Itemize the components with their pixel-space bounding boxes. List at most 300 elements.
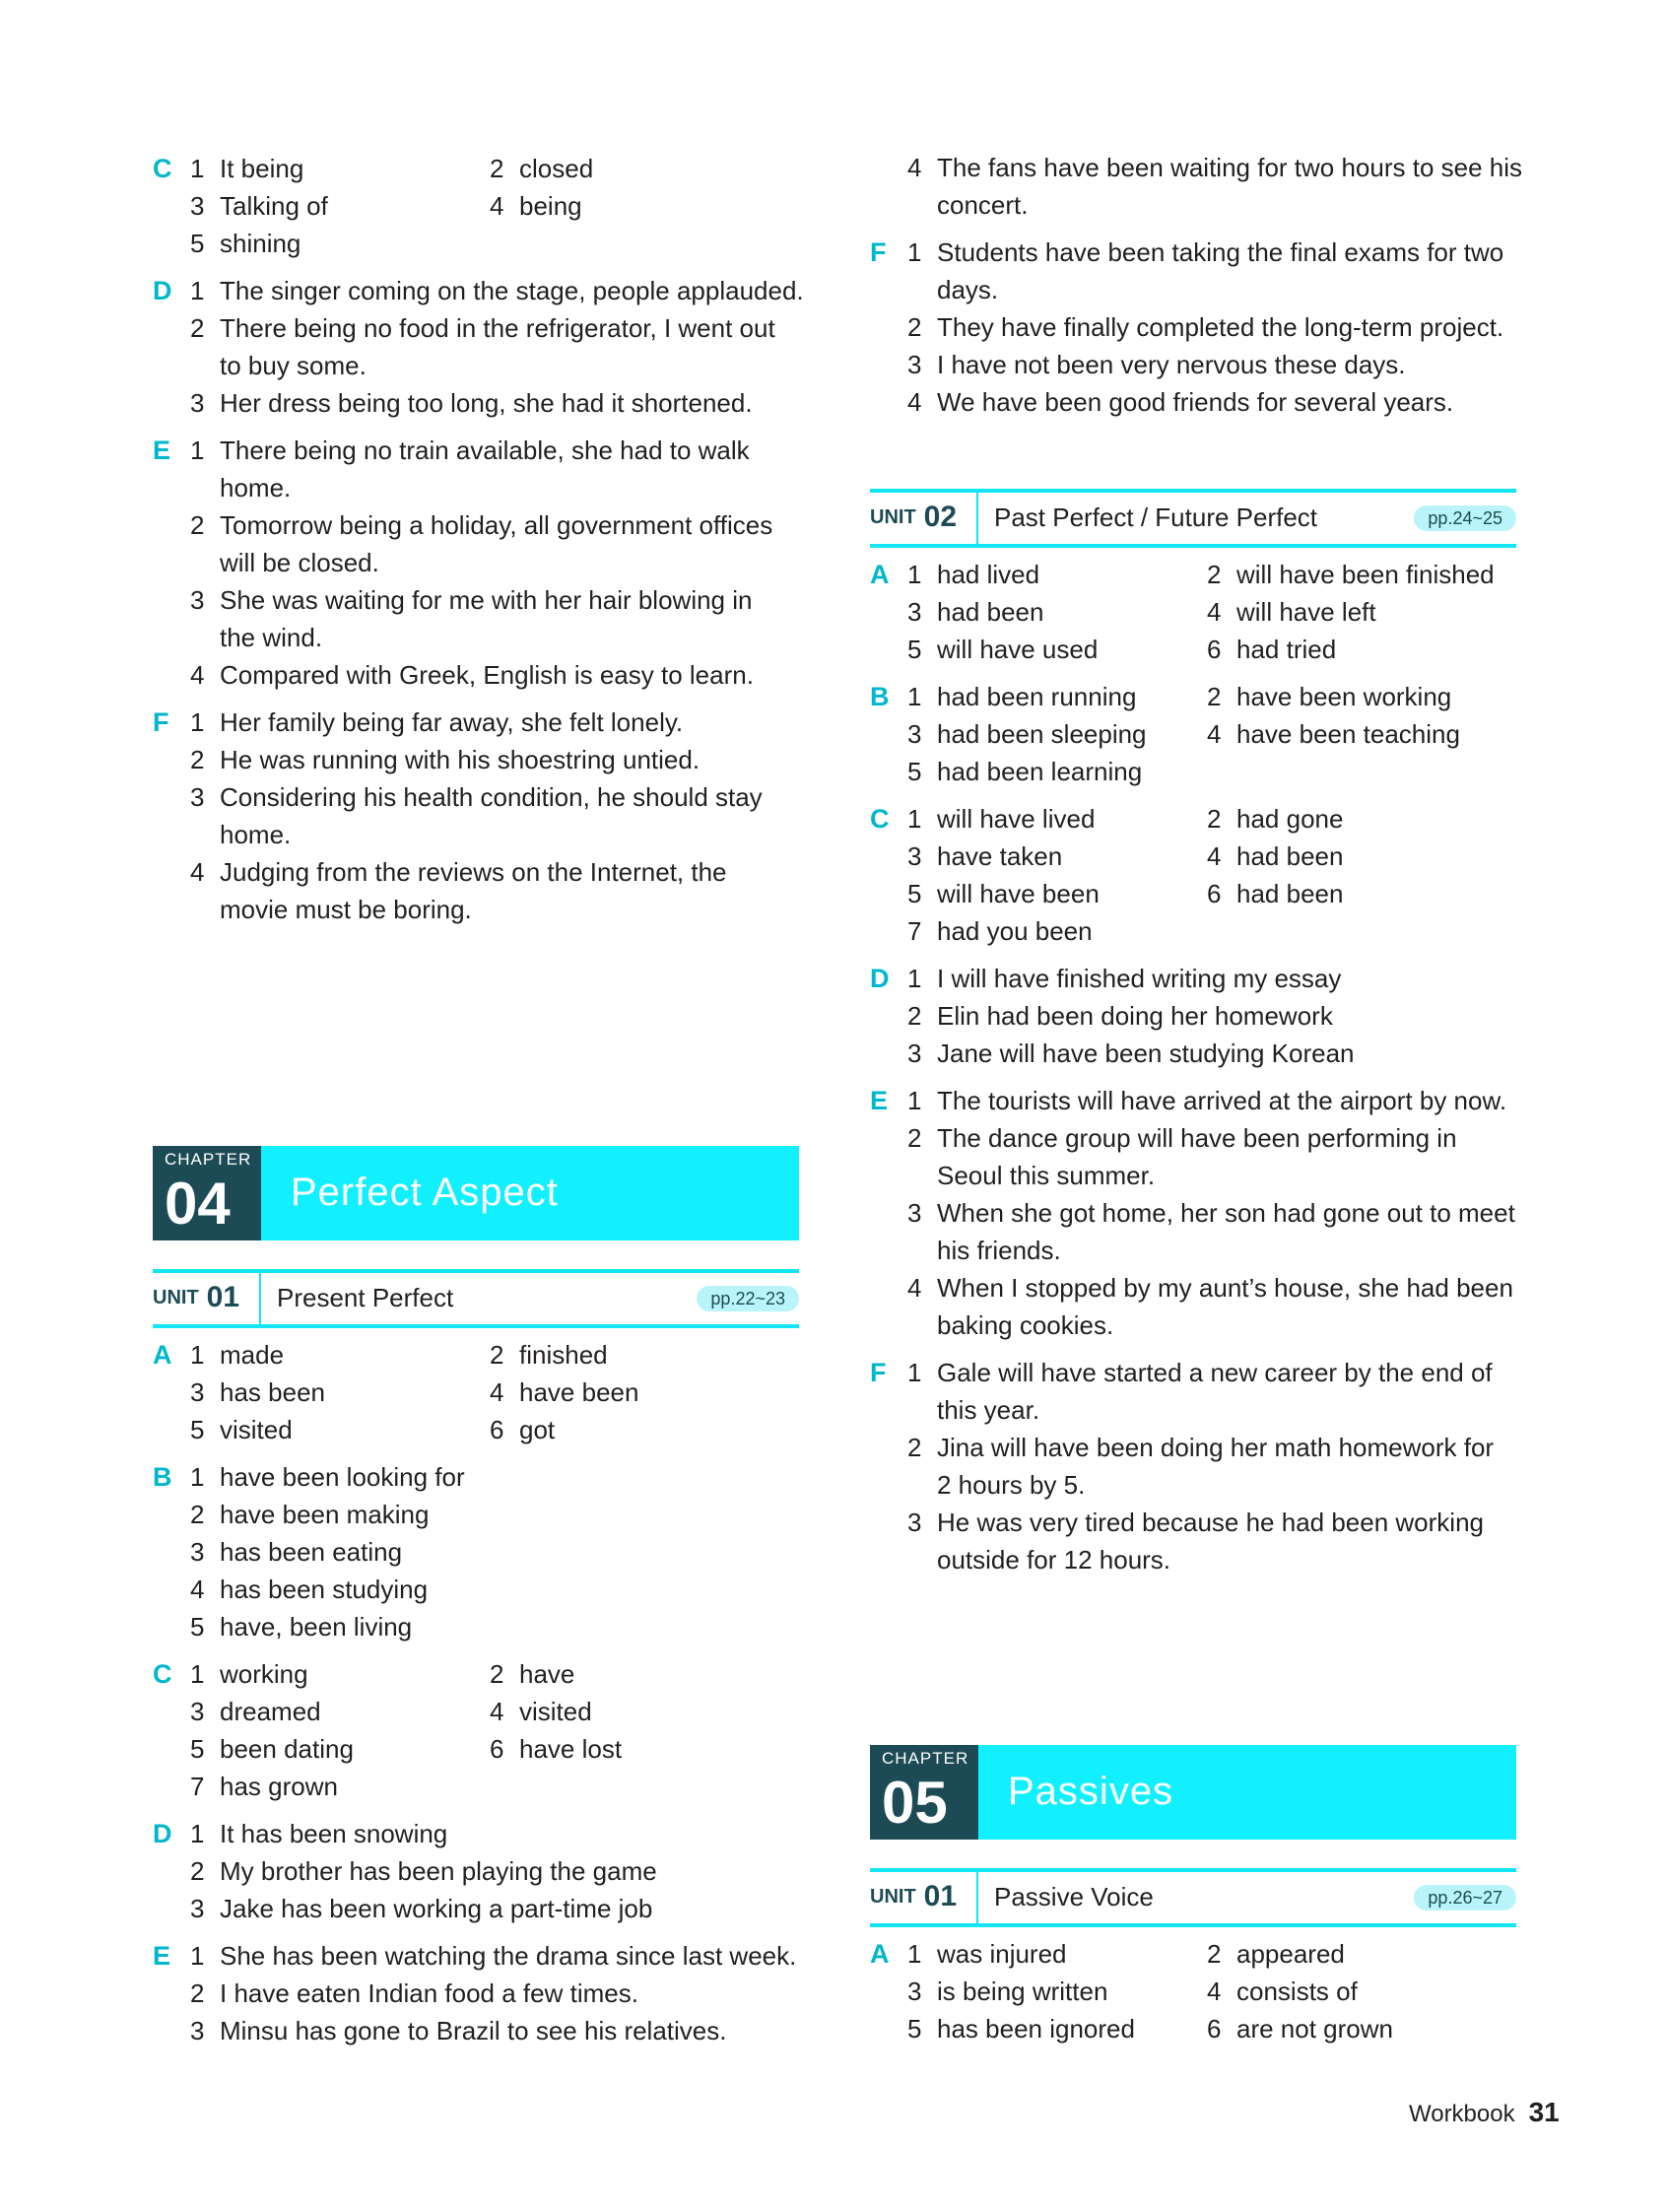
answer-line xyxy=(190,816,291,853)
unit-number: 02 xyxy=(923,501,958,533)
answer-item xyxy=(907,1433,1494,1462)
answer-line xyxy=(190,187,582,225)
item-number: 1 xyxy=(907,1939,922,1969)
chapter-banner xyxy=(153,1146,799,1240)
item-number: 1 xyxy=(907,804,922,834)
answer-item xyxy=(907,1039,1355,1068)
section-letter: A xyxy=(870,1939,890,1969)
item-number: 4 xyxy=(490,1377,504,1407)
answer-item xyxy=(907,682,1136,711)
chapter-banner xyxy=(870,1745,1516,1840)
item-number: 1 xyxy=(907,560,922,589)
item-number: 3 xyxy=(907,719,922,749)
answer-line xyxy=(190,384,753,422)
answer-item xyxy=(190,436,750,465)
item-number: 6 xyxy=(1207,635,1222,664)
item-number: 3 xyxy=(190,1894,205,1923)
answer-line xyxy=(907,875,1344,912)
answer-line xyxy=(190,1458,465,1496)
item-text: She has been watching the drama since last week. xyxy=(220,1941,797,1971)
section-letter: B xyxy=(153,1462,172,1492)
item-number: 4 xyxy=(1207,1977,1222,2006)
item-number: 6 xyxy=(1207,2014,1222,2044)
answer-item xyxy=(490,1730,622,1768)
answer-line xyxy=(907,1269,1513,1307)
item-number: 3 xyxy=(907,350,922,379)
item-number: 2 xyxy=(1207,682,1222,711)
chapter-title-box xyxy=(261,1146,799,1240)
unit-number: 01 xyxy=(206,1281,240,1313)
answer-line xyxy=(190,432,750,469)
item-text: concert. xyxy=(937,190,1029,220)
item-text: was injured xyxy=(937,1939,1067,1969)
item-text: Compared with Greek, English is easy to learn. xyxy=(220,660,754,690)
item-text: Tomorrow being a holiday, all government offices xyxy=(220,510,773,540)
answer-line xyxy=(190,2012,726,2049)
item-number: 6 xyxy=(1207,879,1222,908)
section-letter: E xyxy=(153,1941,171,1971)
item-text: have, been living xyxy=(220,1612,413,1642)
item-text: has been ignored xyxy=(937,2014,1135,2044)
answer-line xyxy=(190,1890,652,1927)
answer-item xyxy=(190,1894,652,1923)
item-text: will have lived xyxy=(937,804,1096,834)
answer-item xyxy=(907,1508,1484,1537)
item-text: visited xyxy=(519,1697,592,1726)
item-text: baking cookies. xyxy=(937,1310,1114,1340)
answer-line xyxy=(907,1307,1113,1344)
item-number: 7 xyxy=(907,916,922,946)
item-number: 3 xyxy=(190,1537,205,1567)
item-number: 3 xyxy=(907,1198,922,1228)
item-number: 2 xyxy=(490,1340,504,1370)
answer-line xyxy=(190,1815,447,1852)
answer-item xyxy=(907,635,1098,664)
section-letter: C xyxy=(153,1659,172,1689)
unit-label xyxy=(870,1880,957,1913)
answer-line xyxy=(190,1693,592,1730)
answer-item xyxy=(490,1693,592,1730)
answer-item xyxy=(907,1001,1333,1031)
answer-item xyxy=(907,1161,1155,1190)
answer-item xyxy=(190,1978,638,2008)
page-footer xyxy=(1409,2097,1560,2128)
item-text: have xyxy=(519,1659,575,1689)
item-number: 4 xyxy=(490,1697,504,1726)
chapter-number: 04 xyxy=(165,1171,231,1237)
item-text: made xyxy=(220,1340,285,1370)
item-number: 2 xyxy=(907,312,922,342)
item-text: had been running xyxy=(937,682,1137,711)
item-text: have been making xyxy=(220,1500,430,1529)
answer-line xyxy=(190,225,300,262)
answer-line xyxy=(907,1541,1170,1578)
answer-line xyxy=(190,1852,657,1890)
unit-title: Passive Voice xyxy=(994,1882,1154,1911)
item-number: 5 xyxy=(907,879,922,908)
answer-line xyxy=(190,778,763,816)
item-number: 2 xyxy=(1207,1939,1222,1969)
item-text: I will have finished writing my essay xyxy=(937,964,1342,993)
answer-item xyxy=(1207,875,1343,912)
answer-line xyxy=(190,1533,402,1571)
answer-section xyxy=(870,149,1523,224)
unit-header xyxy=(870,1868,1516,1927)
unit-title: Past Perfect / Future Perfect xyxy=(994,503,1318,532)
answer-item xyxy=(907,190,1029,220)
item-number: 3 xyxy=(190,388,205,418)
item-number: 2 xyxy=(190,510,205,540)
chapter-number: 05 xyxy=(882,1770,948,1836)
unit-word: UNIT xyxy=(153,1287,199,1308)
answer-line xyxy=(907,383,1453,421)
item-text: Minsu has gone to Brazil to see his relatives. xyxy=(220,2016,727,2045)
item-text: It has been snowing xyxy=(220,1819,448,1848)
unit-divider xyxy=(259,1273,261,1324)
item-text: had gone xyxy=(1236,804,1344,834)
item-number: 2 xyxy=(190,1978,205,2008)
item-number: 4 xyxy=(190,660,205,690)
item-text: movie must be boring. xyxy=(220,895,472,924)
answer-line xyxy=(907,631,1337,668)
answer-item xyxy=(190,548,379,577)
item-text: Judging from the reviews on the Internet, the xyxy=(220,857,727,887)
answer-item xyxy=(190,1415,293,1444)
answer-line xyxy=(907,1082,1506,1119)
answer-line xyxy=(907,149,1522,186)
item-text: will have been finished xyxy=(1236,560,1495,589)
answer-line xyxy=(907,678,1452,715)
item-text: had been xyxy=(937,597,1044,627)
answer-item xyxy=(907,804,1095,834)
answer-section xyxy=(870,234,1520,421)
item-text: have been xyxy=(519,1377,639,1407)
answer-section xyxy=(153,1458,803,1645)
answer-line xyxy=(190,1937,796,1975)
chapter-title: Perfect Aspect xyxy=(291,1171,559,1214)
answer-line xyxy=(907,1466,1085,1504)
item-text: had been learning xyxy=(937,757,1143,786)
item-text: outside for 12 hours. xyxy=(937,1545,1171,1575)
unit-word: UNIT xyxy=(870,1886,916,1908)
item-number: 3 xyxy=(190,1697,205,1726)
answer-item xyxy=(190,782,763,812)
item-text: There being no train available, she had to walk xyxy=(220,436,750,465)
answer-item xyxy=(190,154,303,183)
item-text: Jake has been working a part-time job xyxy=(220,1894,653,1923)
answer-item xyxy=(190,1340,284,1370)
answer-line xyxy=(907,997,1333,1035)
item-number: 2 xyxy=(490,154,504,183)
answer-item xyxy=(907,153,1522,182)
item-text: home. xyxy=(220,473,292,503)
item-text: have lost xyxy=(519,1734,623,1764)
answer-section xyxy=(153,1655,803,1805)
answer-item xyxy=(907,841,1062,871)
answer-item xyxy=(907,719,1147,749)
item-number: 5 xyxy=(907,635,922,664)
answer-item xyxy=(907,1198,1515,1228)
item-text: have been teaching xyxy=(1236,719,1460,749)
item-text: finished xyxy=(519,1340,608,1370)
item-text: has been eating xyxy=(220,1537,403,1567)
item-number: 2 xyxy=(190,1500,205,1529)
item-text: working xyxy=(220,1659,308,1689)
item-text: have taken xyxy=(937,841,1063,871)
item-text: had lived xyxy=(937,560,1040,589)
item-text: has grown xyxy=(220,1772,338,1801)
answer-line xyxy=(190,1496,429,1533)
answer-item xyxy=(190,191,328,221)
answer-line xyxy=(190,656,754,694)
answer-item xyxy=(190,1537,402,1567)
item-text: the wind. xyxy=(220,623,323,652)
section-letter: D xyxy=(153,276,172,305)
page-range-badge: pp.22~23 xyxy=(697,1286,799,1311)
item-text: Her dress being too long, she had it shortened. xyxy=(220,388,753,418)
section-letter: F xyxy=(870,237,887,267)
chapter-label: CHAPTER xyxy=(882,1749,969,1768)
item-text: has been studying xyxy=(220,1575,429,1604)
answer-item xyxy=(190,707,683,737)
item-text: He was very tired because he had been working xyxy=(937,1508,1484,1537)
answer-item xyxy=(907,1358,1493,1387)
answer-item xyxy=(190,351,367,380)
item-text: had tried xyxy=(1236,635,1337,664)
answer-line xyxy=(190,506,772,544)
answer-item xyxy=(907,1123,1457,1153)
item-text: He was running with his shoestring untied. xyxy=(220,745,701,774)
answer-item xyxy=(1207,1935,1345,1973)
answer-line xyxy=(190,1730,623,1768)
answer-item xyxy=(907,879,1100,908)
answer-item xyxy=(907,1545,1170,1575)
item-number: 2 xyxy=(1207,560,1222,589)
item-number: 3 xyxy=(907,1977,922,2006)
answer-item xyxy=(907,387,1453,417)
item-number: 3 xyxy=(907,1508,922,1537)
item-text: Considering his health condition, he should stay xyxy=(220,782,763,812)
item-number: 4 xyxy=(1207,719,1222,749)
answer-item xyxy=(190,510,772,540)
section-letter: B xyxy=(870,682,890,711)
answer-item xyxy=(190,1856,657,1886)
item-text: Jane will have been studying Korean xyxy=(937,1039,1355,1068)
item-text: are not grown xyxy=(1236,2014,1393,2044)
answer-line xyxy=(190,619,322,656)
answer-item xyxy=(490,187,582,225)
answer-item xyxy=(907,1273,1513,1303)
section-letter: E xyxy=(870,1086,889,1115)
answer-item xyxy=(190,1819,447,1848)
item-text: I have eaten Indian food a few times. xyxy=(220,1978,638,2008)
answer-item xyxy=(490,150,593,187)
answer-item xyxy=(907,1939,1067,1969)
answer-item xyxy=(190,857,727,887)
answer-line xyxy=(907,1232,1061,1269)
item-text: It being xyxy=(220,154,304,183)
answer-line xyxy=(907,1035,1355,1072)
answer-item xyxy=(1207,715,1460,753)
answer-line xyxy=(190,853,727,891)
item-text: had you been xyxy=(937,916,1093,946)
answer-item xyxy=(190,1697,321,1726)
answer-item xyxy=(907,916,1093,946)
item-number: 2 xyxy=(1207,804,1222,834)
item-number: 1 xyxy=(190,1340,205,1370)
item-text: has been xyxy=(220,1377,325,1407)
answer-line xyxy=(907,2010,1393,2047)
section-letter: C xyxy=(153,154,172,183)
section-letter: E xyxy=(153,436,171,465)
section-letter: F xyxy=(153,707,169,737)
item-number: 1 xyxy=(190,1659,205,1689)
item-number: 5 xyxy=(190,1415,205,1444)
item-number: 4 xyxy=(907,387,922,417)
answer-line xyxy=(907,308,1503,346)
answer-section xyxy=(153,704,803,928)
item-number: 2 xyxy=(190,745,205,774)
page-number: 31 xyxy=(1528,2097,1560,2127)
answer-line xyxy=(190,741,700,778)
answer-section xyxy=(870,1082,1520,1344)
answer-item xyxy=(190,1612,412,1642)
item-text: Talking of xyxy=(220,191,328,221)
item-text: Her family being far away, she felt lonely. xyxy=(220,707,684,737)
item-text: being xyxy=(519,191,582,221)
answer-item xyxy=(190,660,754,690)
answer-line xyxy=(190,1336,608,1374)
answer-line xyxy=(190,309,775,347)
answer-item xyxy=(907,1086,1506,1115)
answer-line xyxy=(907,800,1344,838)
answer-item xyxy=(1207,556,1495,593)
answer-section xyxy=(870,960,1520,1072)
answer-section xyxy=(870,800,1520,950)
unit-label xyxy=(153,1281,239,1314)
section-letter: A xyxy=(153,1340,172,1370)
item-number: 1 xyxy=(190,1819,205,1848)
item-number: 5 xyxy=(907,757,922,786)
item-number: 3 xyxy=(190,191,205,221)
answer-item xyxy=(907,1470,1085,1500)
item-text: will have left xyxy=(1236,597,1376,627)
item-number: 3 xyxy=(907,841,922,871)
item-text: We have been good friends for several years. xyxy=(937,387,1454,417)
answer-line xyxy=(907,1354,1493,1391)
item-text: have been working xyxy=(1236,682,1452,711)
answer-item xyxy=(907,964,1341,993)
answer-line xyxy=(907,1391,1039,1429)
item-number: 2 xyxy=(907,1123,922,1153)
chapter-label: CHAPTER xyxy=(165,1150,252,1169)
answer-item xyxy=(190,2016,726,2045)
item-text: When she got home, her son had gone out to meet xyxy=(937,1198,1515,1228)
answer-item xyxy=(907,237,1503,267)
answer-item xyxy=(907,1310,1113,1340)
answer-line xyxy=(907,593,1376,631)
answer-item xyxy=(190,1575,428,1604)
answer-item xyxy=(190,229,300,258)
item-text: There being no food in the refrigerator, I went out xyxy=(220,313,775,343)
answer-section xyxy=(153,432,803,694)
answer-item xyxy=(190,820,291,849)
item-text: shining xyxy=(220,229,301,258)
item-text: 2 hours by 5. xyxy=(937,1470,1086,1500)
answer-line xyxy=(907,271,998,308)
item-text: visited xyxy=(220,1415,293,1444)
item-text: had been sleeping xyxy=(937,719,1147,749)
section-letter: C xyxy=(870,804,890,834)
answer-item xyxy=(190,1734,354,1764)
item-number: 1 xyxy=(190,276,205,305)
answer-item xyxy=(490,1411,555,1448)
item-text: have been looking for xyxy=(220,1462,465,1492)
item-number: 4 xyxy=(907,1273,922,1303)
item-text: The dance group will have been performing in xyxy=(937,1123,1457,1153)
answer-line xyxy=(190,150,594,187)
section-letter: F xyxy=(870,1358,887,1387)
item-text: She was waiting for me with her hair blowing in xyxy=(220,585,753,615)
answer-line xyxy=(907,186,1029,224)
item-text: will have used xyxy=(937,635,1099,664)
item-text: They have finally completed the long-term project. xyxy=(937,312,1504,342)
answer-line xyxy=(907,1429,1494,1466)
answer-item xyxy=(190,585,752,615)
unit-header xyxy=(153,1269,799,1328)
page-range-badge: pp.26~27 xyxy=(1414,1885,1516,1910)
item-text: home. xyxy=(220,820,292,849)
answer-item xyxy=(907,1977,1107,2006)
item-number: 1 xyxy=(907,682,922,711)
answer-line xyxy=(907,1157,1155,1194)
item-number: 1 xyxy=(907,964,922,993)
item-text: had been xyxy=(1236,841,1344,871)
chapter-title-box xyxy=(978,1745,1516,1840)
answer-item xyxy=(190,623,322,652)
answer-line xyxy=(190,272,804,309)
answer-section xyxy=(870,678,1520,790)
item-text: The singer coming on the stage, people applauded. xyxy=(220,276,804,305)
item-number: 4 xyxy=(190,1575,205,1604)
answer-item xyxy=(907,350,1406,379)
item-text: this year. xyxy=(937,1395,1040,1425)
item-number: 2 xyxy=(190,313,205,343)
answer-item xyxy=(907,757,1142,786)
item-number: 3 xyxy=(907,1039,922,1068)
answer-item xyxy=(907,1236,1061,1265)
item-number: 3 xyxy=(190,1377,205,1407)
item-text: Elin had been doing her homework xyxy=(937,1001,1333,1031)
answer-section xyxy=(870,1935,1520,2047)
answer-item xyxy=(907,275,998,304)
item-text: When I stopped by my aunt’s house, she had been xyxy=(937,1273,1513,1303)
answer-section xyxy=(870,1354,1520,1578)
section-letter: D xyxy=(870,964,890,993)
item-text: Students have been taking the final exams for two xyxy=(937,237,1504,267)
item-text: I have not been very nervous these days. xyxy=(937,350,1406,379)
answer-line xyxy=(190,1655,575,1693)
answer-item xyxy=(1207,631,1336,668)
unit-label xyxy=(870,501,957,534)
chapter-title: Passives xyxy=(1008,1770,1174,1813)
item-number: 7 xyxy=(190,1772,205,1801)
item-number: 2 xyxy=(907,1001,922,1031)
item-text: dreamed xyxy=(220,1697,321,1726)
answer-item xyxy=(1207,1973,1358,2010)
section-letter: A xyxy=(870,560,890,589)
answer-line xyxy=(190,581,752,619)
